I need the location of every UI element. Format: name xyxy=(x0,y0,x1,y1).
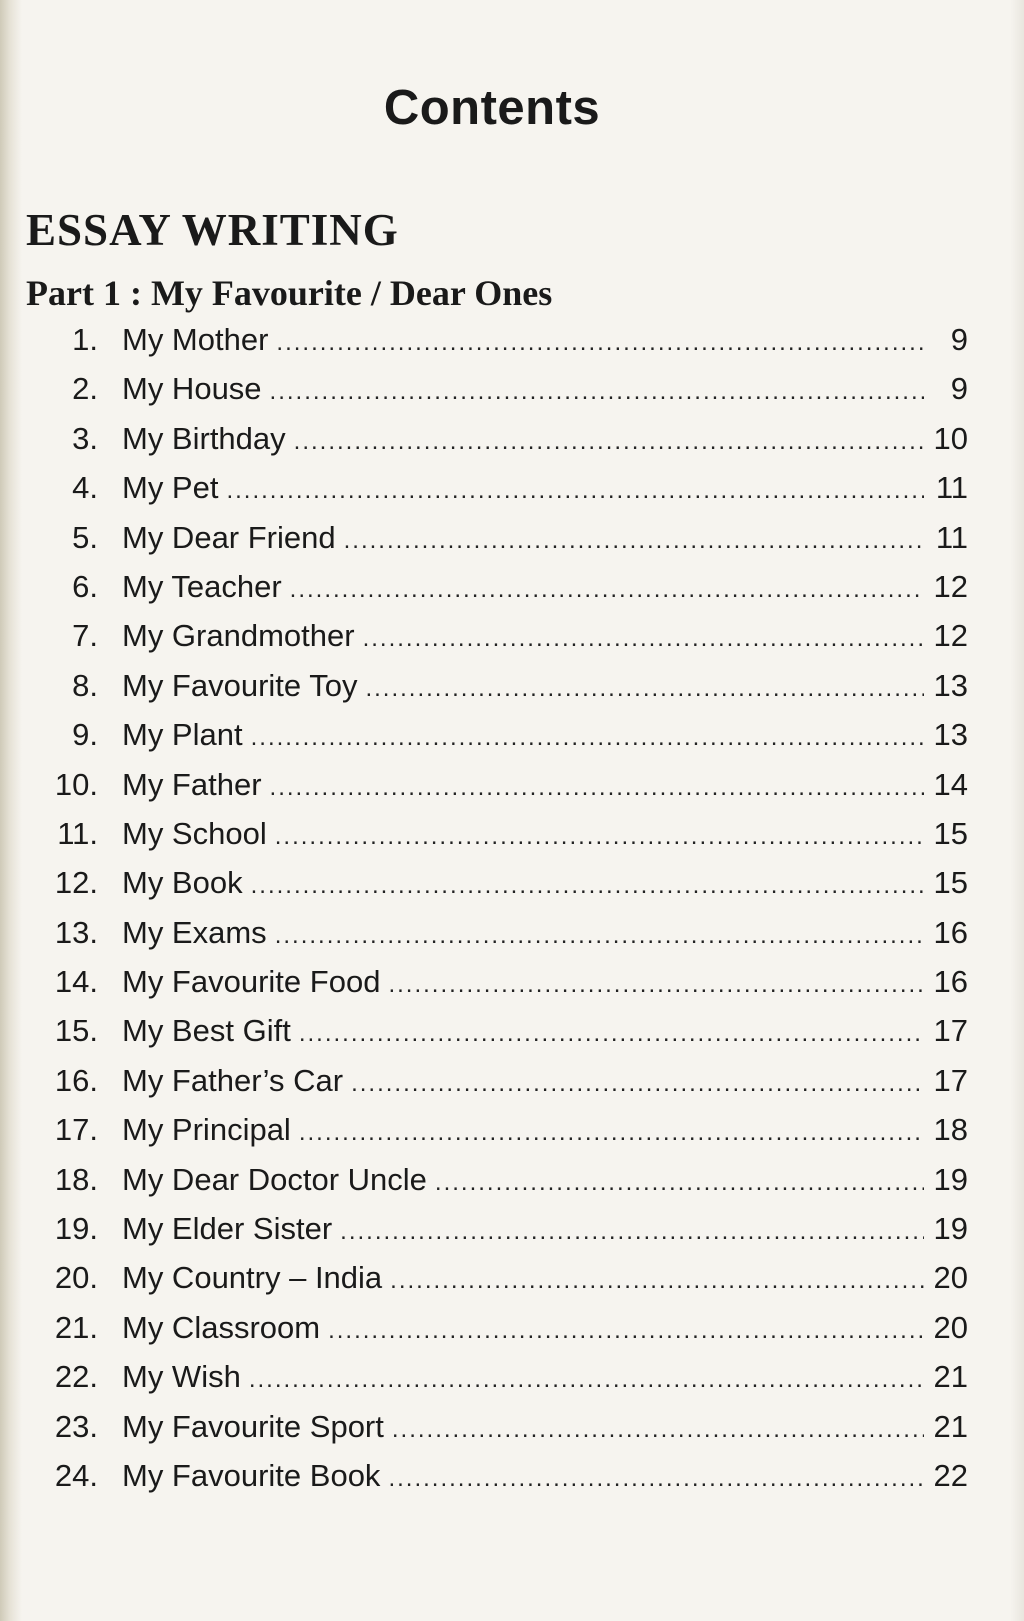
toc-entry-page: 13 xyxy=(933,717,968,753)
toc-dot-leader xyxy=(290,576,924,604)
toc-entry-title: My Classroom xyxy=(122,1309,321,1345)
toc-entry-number: 19. xyxy=(54,1211,98,1247)
toc-entry xyxy=(48,1112,968,1161)
toc-entry xyxy=(48,1063,968,1112)
toc-entry xyxy=(48,1310,968,1359)
toc-entry xyxy=(48,618,968,667)
toc-entry-title: My Principal xyxy=(122,1112,291,1148)
toc-entry-number: 20. xyxy=(54,1260,98,1296)
toc-entry-title: My School xyxy=(122,815,267,851)
toc-dot-leader xyxy=(328,1317,924,1345)
toc-entry-title: My Mother xyxy=(122,322,269,357)
toc-entry-title: My Book xyxy=(122,865,243,901)
toc-dot-leader xyxy=(299,1020,924,1048)
toc-entry xyxy=(48,470,968,519)
toc-dot-leader xyxy=(392,1416,924,1444)
toc-entry-page: 17 xyxy=(933,1013,968,1049)
toc-dot-leader xyxy=(275,823,924,851)
toc-entry-title: My Pet xyxy=(122,470,219,506)
toc-entry-number: 21. xyxy=(54,1309,98,1345)
toc-entry-page: 20 xyxy=(933,1309,968,1345)
toc-entry-number: 5. xyxy=(72,519,98,555)
toc-entry-number: 2. xyxy=(72,371,98,407)
toc-entry-number: 11. xyxy=(57,815,98,851)
table-of-contents xyxy=(48,322,968,1507)
toc-entry-number: 18. xyxy=(54,1161,98,1197)
toc-entry-title: My Favourite Toy xyxy=(122,667,358,703)
toc-dot-leader xyxy=(270,774,924,802)
toc-entry-title: My Best Gift xyxy=(122,1013,291,1049)
toc-entry-title: My Birthday xyxy=(122,420,286,456)
toc-entry-page: 21 xyxy=(933,1359,968,1395)
toc-dot-leader xyxy=(365,675,924,703)
toc-entry-page: 18 xyxy=(933,1112,968,1148)
toc-dot-leader xyxy=(435,1169,924,1197)
toc-entry-number: 7. xyxy=(72,618,98,654)
toc-entry-page: 15 xyxy=(933,865,968,901)
toc-entry-page: 17 xyxy=(933,1062,968,1098)
toc-entry xyxy=(48,520,968,569)
toc-entry-title: My Favourite Sport xyxy=(122,1408,384,1444)
toc-entry-title: My Favourite Food xyxy=(122,964,381,1000)
toc-dot-leader xyxy=(251,724,924,752)
toc-dot-leader xyxy=(340,1218,924,1246)
toc-dot-leader xyxy=(226,477,924,505)
toc-dot-leader xyxy=(351,1070,924,1098)
toc-entry-number: 17. xyxy=(54,1112,98,1148)
toc-entry-page: 19 xyxy=(933,1211,968,1247)
part-heading: Part 1 : My Favourite / Dear Ones xyxy=(26,273,553,313)
toc-entry-number: 22. xyxy=(54,1359,98,1395)
toc-entry-title: My Wish xyxy=(122,1359,241,1395)
toc-entry xyxy=(48,1260,968,1309)
toc-entry-number: 24. xyxy=(54,1457,98,1493)
toc-entry-page: 16 xyxy=(933,914,968,950)
toc-entry-title: My Elder Sister xyxy=(122,1211,333,1247)
toc-entry-title: My Favourite Book xyxy=(122,1457,381,1493)
toc-entry-title: My Dear Doctor Uncle xyxy=(122,1161,427,1197)
toc-dot-leader xyxy=(276,329,924,357)
toc-dot-leader xyxy=(275,922,924,950)
toc-dot-leader xyxy=(299,1119,924,1147)
toc-entry xyxy=(48,915,968,964)
toc-entry xyxy=(48,421,968,470)
toc-entry xyxy=(48,964,968,1013)
toc-entry xyxy=(48,1409,968,1458)
toc-entry xyxy=(48,371,968,420)
toc-entry-title: My House xyxy=(122,371,262,407)
toc-entry-number: 4. xyxy=(72,470,98,506)
toc-dot-leader xyxy=(270,378,924,406)
toc-entry-title: My Exams xyxy=(122,914,267,950)
toc-entry xyxy=(48,1458,968,1507)
toc-entry-number: 9. xyxy=(72,717,98,753)
toc-entry xyxy=(48,717,968,766)
toc-dot-leader xyxy=(363,625,924,653)
toc-entry-page: 11 xyxy=(935,470,968,506)
toc-entry xyxy=(48,569,968,618)
toc-entry-number: 13. xyxy=(54,914,98,950)
toc-entry-page: 14 xyxy=(933,766,968,802)
toc-entry xyxy=(48,668,968,717)
toc-dot-leader xyxy=(344,527,924,555)
toc-dot-leader xyxy=(390,1267,924,1295)
toc-entry-page: 12 xyxy=(933,568,968,604)
section-heading: ESSAY WRITING xyxy=(26,205,399,255)
toc-entry-title: My Dear Friend xyxy=(122,519,336,555)
toc-entry xyxy=(48,1359,968,1408)
toc-entry-page: 15 xyxy=(933,815,968,851)
toc-entry-number: 8. xyxy=(72,667,98,703)
toc-dot-leader xyxy=(249,1366,924,1394)
page-title: Contents xyxy=(383,81,601,135)
toc-entry-number: 14. xyxy=(54,964,98,1000)
toc-entry-page: 16 xyxy=(933,964,968,1000)
toc-entry-page: 19 xyxy=(933,1161,968,1197)
toc-entry-number: 16. xyxy=(54,1062,98,1098)
toc-entry-page: 12 xyxy=(933,618,968,654)
toc-entry-page: 20 xyxy=(933,1260,968,1296)
toc-entry-page: 13 xyxy=(933,667,968,703)
toc-entry-page: 10 xyxy=(933,420,968,456)
toc-entry-number: 6. xyxy=(72,568,98,604)
toc-entry-page: 9 xyxy=(950,322,968,357)
toc-entry-page: 21 xyxy=(933,1408,968,1444)
toc-entry xyxy=(48,767,968,816)
toc-entry-number: 10. xyxy=(54,766,98,802)
toc-entry-title: My Father xyxy=(122,766,262,802)
toc-entry-number: 23. xyxy=(54,1408,98,1444)
toc-entry xyxy=(48,322,968,371)
toc-entry xyxy=(48,816,968,865)
toc-entry xyxy=(48,865,968,914)
toc-entry-page: 11 xyxy=(935,519,968,555)
toc-entry-title: My Grandmother xyxy=(122,618,355,654)
toc-entry-number: 15. xyxy=(54,1013,98,1049)
toc-entry-page: 9 xyxy=(950,371,968,407)
toc-entry-number: 12. xyxy=(54,865,98,901)
toc-dot-leader xyxy=(388,971,924,999)
toc-entry xyxy=(48,1162,968,1211)
toc-dot-leader xyxy=(251,872,924,900)
toc-entry-page: 22 xyxy=(933,1457,968,1493)
toc-entry-title: My Father’s Car xyxy=(122,1062,344,1098)
toc-dot-leader xyxy=(294,428,924,456)
toc-entry-number: 3. xyxy=(72,420,98,456)
toc-entry xyxy=(48,1013,968,1062)
toc-dot-leader xyxy=(388,1465,924,1493)
toc-entry-number: 1. xyxy=(72,322,98,357)
toc-entry xyxy=(48,1211,968,1260)
toc-entry-title: My Country – India xyxy=(122,1260,383,1296)
toc-entry-title: My Teacher xyxy=(122,568,282,604)
toc-entry-title: My Plant xyxy=(122,717,243,753)
